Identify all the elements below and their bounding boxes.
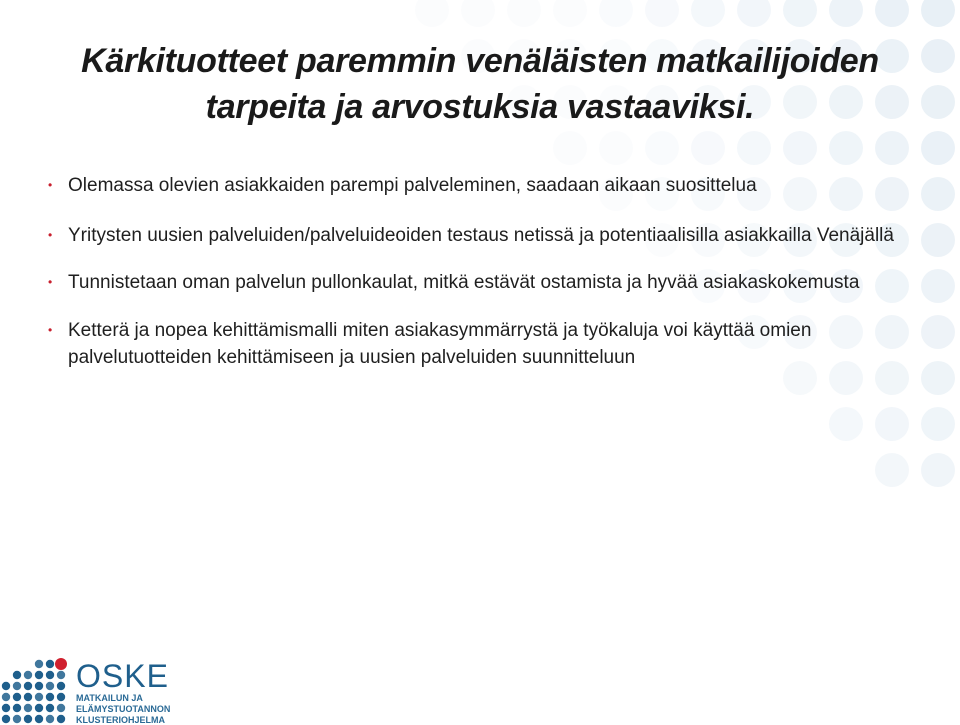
logo-subtitle-3: KLUSTERIOHJELMA <box>76 715 166 725</box>
background-dot <box>921 453 955 487</box>
logo-dot <box>24 693 32 701</box>
background-dot <box>921 177 955 211</box>
logo-dot <box>2 682 10 690</box>
logo-dot <box>13 715 21 723</box>
background-dot <box>921 269 955 303</box>
background-dot <box>691 131 725 165</box>
bullet-icon: • <box>48 323 53 337</box>
background-dot <box>737 131 771 165</box>
slide-title-line-2: tarpeita ja arvostuksia vastaaviksi. <box>205 88 755 126</box>
logo-dot <box>57 704 65 712</box>
logo-dot <box>24 704 32 712</box>
background-dot <box>921 407 955 441</box>
bullet-item <box>48 222 908 249</box>
background-dot <box>415 0 449 27</box>
logo-dot <box>46 693 54 701</box>
logo-dot <box>24 682 32 690</box>
background-dot <box>461 0 495 27</box>
oske-logo <box>0 656 200 725</box>
bullet-item <box>48 317 908 371</box>
slide-title-line-1: Kärkituotteet paremmin venäläisten matkailijoiden <box>81 42 879 80</box>
logo-dot <box>35 671 43 679</box>
dot-grid-logo-icon <box>0 656 70 725</box>
logo-dot <box>46 660 54 668</box>
bullet-list <box>48 172 908 392</box>
background-dot <box>875 0 909 27</box>
logo-dot <box>57 682 65 690</box>
bullet-text: Olemassa olevien asiakkaiden parempi palveleminen, saadaan aikaan suosittelua <box>68 175 757 196</box>
background-dot <box>921 0 955 27</box>
background-dot <box>599 131 633 165</box>
bullet-item <box>48 172 908 199</box>
background-dot <box>921 223 955 257</box>
background-dot <box>875 407 909 441</box>
bullet-icon: • <box>48 178 53 192</box>
background-dot <box>829 0 863 27</box>
logo-dot <box>13 693 21 701</box>
background-dot <box>507 0 541 27</box>
logo-subtitle-2: ELÄMYSTUOTANNON <box>76 704 171 714</box>
background-dot <box>599 0 633 27</box>
logo-dot <box>57 671 65 679</box>
logo-dot <box>13 671 21 679</box>
bullet-icon: • <box>48 228 53 242</box>
logo-dot <box>57 693 65 701</box>
background-dot <box>783 0 817 27</box>
logo-dot <box>35 693 43 701</box>
logo-dot <box>13 704 21 712</box>
background-dot <box>783 131 817 165</box>
slide-title <box>0 38 960 130</box>
logo-dot <box>46 715 54 723</box>
background-dot <box>645 131 679 165</box>
logo-dot <box>35 682 43 690</box>
logo-dot <box>24 671 32 679</box>
bullet-text: Tunnistetaan oman palvelun pullonkaulat, mitkä estävät ostamista ja hyvää asiakaskokemusta <box>68 272 860 293</box>
background-dot <box>553 131 587 165</box>
logo-dot <box>35 715 43 723</box>
bullet-item <box>48 269 908 296</box>
background-dot <box>553 0 587 27</box>
logo-dot <box>2 693 10 701</box>
background-dot <box>921 131 955 165</box>
background-dot <box>875 453 909 487</box>
bullet-icon: • <box>48 275 53 289</box>
logo-dot <box>46 671 54 679</box>
logo-subtitle-1: MATKAILUN JA <box>76 693 143 703</box>
logo-dot <box>57 715 65 723</box>
logo-dot <box>13 682 21 690</box>
logo-text <box>76 660 170 725</box>
logo-dot <box>35 704 43 712</box>
logo-dot <box>24 715 32 723</box>
logo-dot <box>46 704 54 712</box>
background-dot <box>645 0 679 27</box>
logo-dot <box>2 715 10 723</box>
bullet-text: Ketterä ja nopea kehittämismalli miten asiakasymmärrystä ja työkaluja voi käyttää omien palvelutuotteiden kehittämiseen ja uusien palveluiden suunnitteluun <box>68 320 812 368</box>
logo-dot <box>46 682 54 690</box>
logo-dot <box>55 658 67 670</box>
logo-dot <box>35 660 43 668</box>
logo-dot <box>2 704 10 712</box>
background-dot <box>737 0 771 27</box>
background-dot <box>875 131 909 165</box>
background-dot <box>691 0 725 27</box>
bullet-text: Yritysten uusien palveluiden/palveluideoiden testaus netissä ja potentiaalisilla asiakkailla Venäjällä <box>68 225 894 246</box>
logo-name: OSKE <box>76 658 169 694</box>
background-dot <box>921 315 955 349</box>
background-dot <box>829 131 863 165</box>
background-dot <box>829 407 863 441</box>
background-dot <box>921 361 955 395</box>
